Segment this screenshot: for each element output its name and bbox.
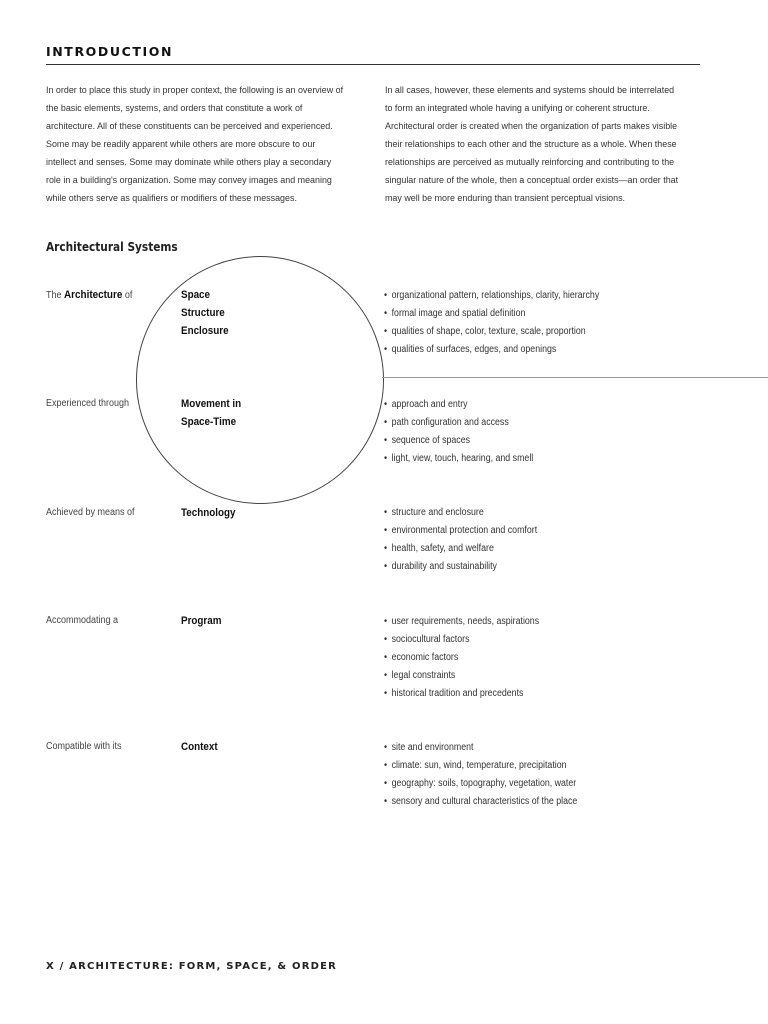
list-item: • environmental protection and comfort (384, 522, 537, 540)
term-movement-in: Movement in (181, 398, 242, 410)
bullet-list-achieved (384, 504, 537, 576)
list-item: • path configuration and access (384, 414, 533, 432)
list-item: • qualities of surfaces, edges, and openings (384, 341, 599, 359)
list-item: • structure and enclosure (384, 504, 537, 522)
term-context: Context (181, 741, 218, 753)
bullet-list-compatible (384, 739, 577, 811)
list-item: • climate: sun, wind, temperature, precipitation (384, 757, 577, 775)
list-item: • health, safety, and welfare (384, 540, 537, 558)
page-heading: INTRODUCTION (46, 44, 174, 59)
list-item: • sensory and cultural characteristics of the place (384, 793, 577, 811)
term-program: Program (181, 615, 222, 627)
section-title: Architectural Systems (46, 240, 178, 254)
row-terms-experienced (181, 395, 241, 431)
list-item: • historical tradition and precedents (384, 685, 539, 703)
divider-rule (382, 377, 768, 378)
row-terms-compatible (181, 738, 218, 756)
row-label-achieved: Achieved by means of (46, 507, 135, 518)
row-terms-achieved (181, 504, 236, 522)
bullet-list-accommodating (384, 613, 539, 703)
list-item: • economic factors (384, 649, 539, 667)
list-item: • light, view, touch, hearing, and smell (384, 450, 533, 468)
bullet-list-architecture (384, 287, 599, 359)
row-label-architecture (46, 289, 132, 301)
list-item: • approach and entry (384, 396, 533, 414)
intro-paragraph-right: In all cases, however, these elements and systems should be interrelated to form an integrated whole having a unifying or coherent structure. Architectural order is created when the organization of parts makes visible their relationships to each other and the structure as a whole. When these relationships are perceived as mutually reinforcing and contributing to the singular nature of the whole, then a conceptual order exists—an order that may well be more enduring than transient perceptual visions. (385, 85, 679, 204)
list-item: • qualities of shape, color, texture, scale, proportion (384, 323, 599, 341)
row-label-pre: The (46, 290, 62, 301)
term-structure: Structure (181, 307, 225, 319)
list-item: • organizational pattern, relationships, clarity, hierarchy (384, 287, 599, 305)
list-item: • user requirements, needs, aspirations (384, 613, 539, 631)
list-item: • sociocultural factors (384, 631, 539, 649)
list-item: • geography: soils, topography, vegetation, water (384, 775, 577, 793)
list-item: • formal image and spatial definition (384, 305, 599, 323)
row-label-compatible: Compatible with its (46, 741, 122, 752)
row-label-accommodating: Accommodating a (46, 615, 119, 626)
bullet-list-experienced (384, 396, 533, 468)
intro-paragraph-left: In order to place this study in proper context, the following is an overview of the basic elements, systems, and orders that constitute a work of architecture. All of these constituents can be perceived and experienced. Some may be readily apparent while others are more obscure to our intellect and senses. Some may dominate while others play a secondary role in a building's organization. Some may convey images and meaning while others serve as qualifiers or modifiers of these messages. (46, 85, 344, 204)
page-footer: X / ARCHITECTURE: FORM, SPACE, & ORDER (46, 961, 338, 972)
term-space-time: Space-Time (181, 416, 237, 428)
list-item: • sequence of spaces (384, 432, 533, 450)
row-label-strong: Architecture (64, 289, 123, 301)
list-item: • durability and sustainability (384, 558, 537, 576)
list-item: • site and environment (384, 739, 577, 757)
term-technology: Technology (181, 507, 236, 519)
term-space: Space (181, 289, 211, 301)
systems-circle-diagram (136, 256, 384, 504)
row-terms-accommodating (181, 612, 221, 630)
term-enclosure: Enclosure (181, 325, 229, 337)
row-label-experienced: Experienced through (46, 398, 130, 409)
row-label-post: of (124, 290, 133, 301)
row-terms-architecture (181, 286, 229, 340)
heading-rule (46, 64, 700, 65)
list-item: • legal constraints (384, 667, 539, 685)
